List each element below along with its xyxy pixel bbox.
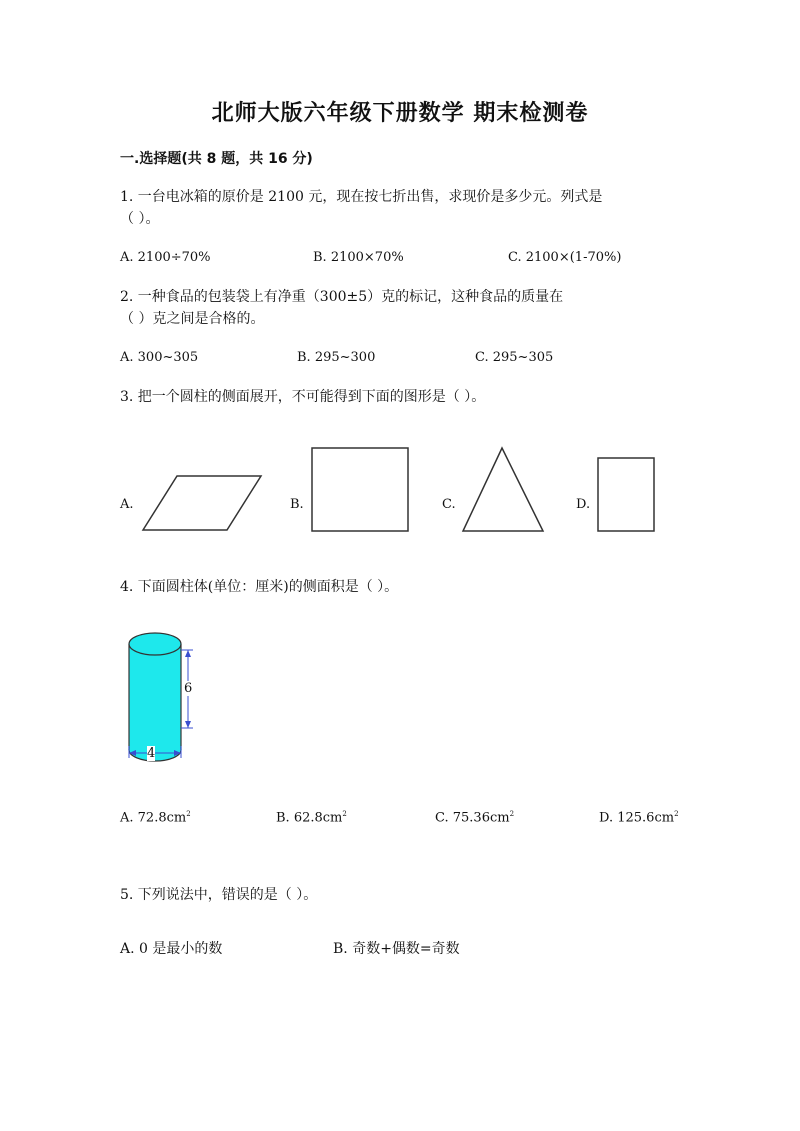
question-3-option-b-label[interactable]: B. xyxy=(290,497,304,512)
page-title: 北师大版六年级下册数学 期末检测卷 xyxy=(211,101,589,126)
question-1-option-a[interactable]: A. 2100÷70% xyxy=(120,250,211,265)
question-3-option-d-label[interactable]: D. xyxy=(576,497,591,512)
parallelogram-figure xyxy=(140,472,265,534)
question-2-stem-line2: （ ）克之间是合格的。 xyxy=(120,311,265,327)
rectangle-tall-figure xyxy=(595,455,657,534)
question-2-stem-line1: 2. 一种食品的包装袋上有净重（300±5）克的标记，这种食品的质量在 xyxy=(120,289,564,305)
question-5-option-a[interactable]: A. 0 是最小的数 xyxy=(120,941,223,957)
section-heading: 一.选择题(共 8 题，共 16 分) xyxy=(120,151,313,167)
question-2-option-c[interactable]: C. 295~305 xyxy=(475,350,554,365)
question-3-option-a-label[interactable]: A. xyxy=(120,497,134,512)
question-4-option-a[interactable]: A. $72.8cm^2$ xyxy=(120,810,191,826)
question-4-stem: 4. 下面圆柱体(单位：厘米)的侧面积是（ ）。 xyxy=(120,579,399,595)
question-5-stem: 5. 下列说法中，错误的是（ ）。 xyxy=(120,887,318,903)
question-4-option-b[interactable]: B. $62.8cm^2$ xyxy=(276,810,347,826)
cylinder-figure xyxy=(120,628,230,768)
triangle-figure xyxy=(460,445,546,534)
question-2-option-a[interactable]: A. 300~305 xyxy=(120,350,199,365)
cylinder-diameter-label: 4 xyxy=(147,746,156,761)
question-3-stem: 3. 把一个圆柱的侧面展开，不可能得到下面的图形是（ ）。 xyxy=(120,389,486,405)
rectangle-wide-figure xyxy=(309,445,411,534)
question-5-option-b[interactable]: B. 奇数+偶数=奇数 xyxy=(333,941,460,957)
question-1-stem-line2: （ ）。 xyxy=(120,211,160,227)
question-4-option-d[interactable]: D. $125.6cm^2$ xyxy=(599,810,679,826)
question-1-stem-line1: 1. 一台电冰箱的原价是 2100 元，现在按七折出售，求现价是多少元。列式是 xyxy=(120,189,603,205)
question-3-option-c-label[interactable]: C. xyxy=(442,497,456,512)
question-2-option-b[interactable]: B. 295~300 xyxy=(297,350,376,365)
cylinder-height-label: 6 xyxy=(184,681,193,696)
question-1-option-c[interactable]: C. 2100×(1-70%) xyxy=(508,250,622,265)
question-1-option-b[interactable]: B. 2100×70% xyxy=(313,250,404,265)
question-4-option-c[interactable]: C. $75.36cm^2$ xyxy=(435,810,515,826)
